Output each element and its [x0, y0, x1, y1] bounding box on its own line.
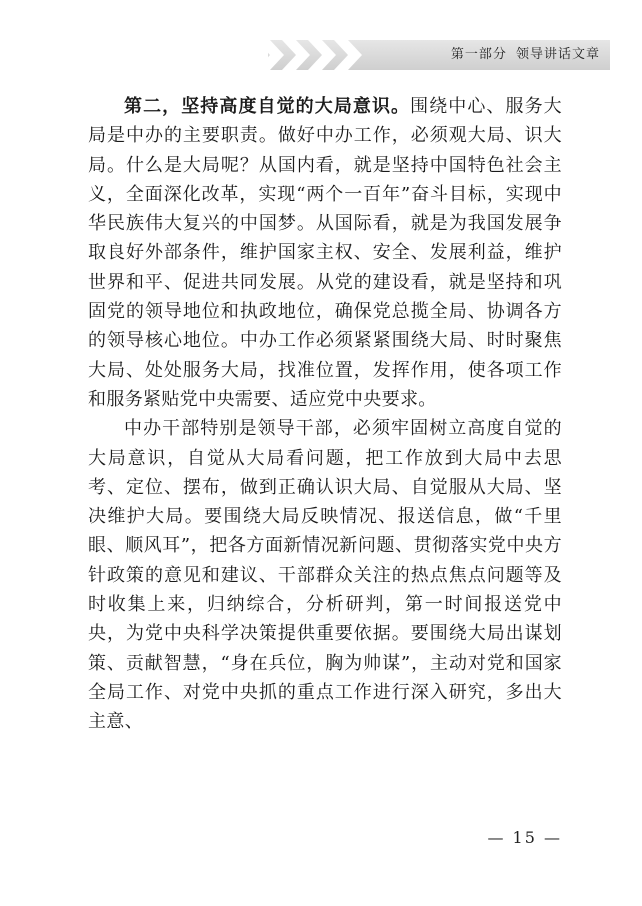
page-body — [88, 92, 562, 737]
paragraph-heading: 第二，坚持高度自觉的大局意识。 — [124, 96, 411, 117]
header-category: 领导讲话文章 — [515, 47, 600, 62]
page-number: — 15 — — [487, 828, 562, 847]
paragraph-1-text: 围绕中心、服务大局是中办的主要职责。做好中办工作，必须观大局、识大局。什么是大局呢？从国内看，就是坚持中国特色社会主义，全面深化改革，实现“两个一百年”奋斗目标，实现中华民族伟大复兴的中国梦。从国际看，就是为我国发展争取良好外部条件，维护国家主权、安全、发展利益，维护世界和平、促进共同发展。从党的建设看，就是坚持和巩固党的领导地位和执政地位，确保党总揽全局、协调各方的领导核心地位。中办工作必须紧紧围绕大局、时时聚焦大局、处处服务大局，找准位置，发挥作用，使各项工作和服务紧贴党中央需要、适应党中央要求。 — [88, 96, 562, 410]
header-part: 第一部分 — [450, 47, 507, 62]
paragraph-1 — [88, 92, 562, 414]
running-header — [447, 44, 600, 66]
header-chevron-decoration — [230, 40, 410, 70]
paragraph-2: 中办干部特别是领导干部，必须牢固树立高度自觉的大局意识，自觉从大局看问题，把工作放到大局中去思考、定位、摆布，做到正确认识大局、自觉服从大局、坚决维护大局。要围绕大局反映情况、报送信息，做“千里眼、顺风耳”，把各方面新情况新问题、贯彻落实党中央方针政策的意见和建议、干部群众关注的热点焦点问题等及时收集上来，归纳综合，分析研判，第一时间报送党中央，为党中央科学决策提供重要依据。要围绕大局出谋划策、贡献智慧，“身在兵位，胸为帅谋”，主动对党和国家全局工作、对党中央抓的重点工作进行深入研究，多出大主意、 — [88, 418, 562, 733]
